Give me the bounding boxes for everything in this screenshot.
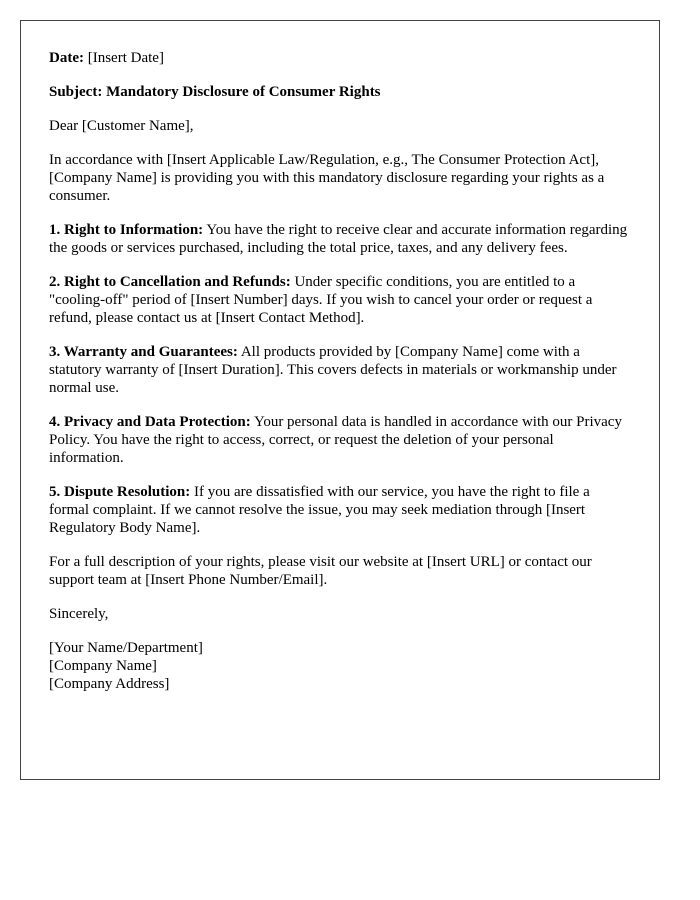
section-body: If you are dissatisfied with our service, you have the right to file a formal complaint. If we cannot resolve the issue, you may seek mediation through [Insert Regulatory Body Name].: [49, 484, 590, 536]
section-body: Your personal data is handled in accordance with our Privacy Policy. You have the right to access, correct, or request the deletion of your personal information.: [49, 414, 622, 466]
section-heading: 2. Right to Cancellation and Refunds:: [49, 274, 291, 290]
section-body: Under specific conditions, you are entitled to a "cooling-off" period of [Insert Number] days. If you wish to cancel your order or request a refund, please contact us at [Insert Contact Method].: [49, 274, 593, 326]
subject-line: Subject: Mandatory Disclosure of Consumer Rights: [49, 84, 381, 100]
section-heading: 5. Dispute Resolution:: [49, 484, 191, 500]
date-line: [49, 49, 631, 67]
signoff: Sincerely,: [49, 606, 109, 622]
section-heading: 1. Right to Information:: [49, 222, 204, 238]
closing-note: For a full description of your rights, please visit our website at [Insert URL] or contact our support team at [Insert Phone Number/Email].: [49, 554, 592, 588]
section-heading: 3. Warranty and Guarantees:: [49, 344, 238, 360]
letter-document: [20, 20, 660, 780]
section-warranty-guarantees: [49, 343, 631, 397]
intro-paragraph: In accordance with [Insert Applicable Law/Regulation, e.g., The Consumer Protection Act], [Company Name] is providing you with this mandatory disclosure regarding your rights as a consumer.: [49, 152, 605, 204]
section-privacy-data: [49, 413, 631, 467]
section-right-to-information: [49, 221, 631, 257]
signature-company: [Company Name]: [49, 658, 157, 674]
date-value: [Insert Date]: [87, 50, 164, 66]
section-body: All products provided by [Company Name] come with a statutory warranty of [Insert Duration]. This covers defects in materials or workmanship under normal use.: [49, 344, 617, 396]
salutation: Dear [Customer Name],: [49, 118, 194, 134]
signature-block: [49, 639, 631, 693]
signature-address: [Company Address]: [49, 676, 170, 692]
section-dispute-resolution: [49, 483, 631, 537]
section-body: You have the right to receive clear and accurate information regarding the goods or services purchased, including the total price, taxes, and any delivery fees.: [49, 222, 628, 256]
signature-name: [Your Name/Department]: [49, 640, 203, 656]
section-cancellation-refunds: [49, 273, 631, 327]
date-label: Date:: [49, 50, 84, 66]
section-heading: 4. Privacy and Data Protection:: [49, 414, 251, 430]
